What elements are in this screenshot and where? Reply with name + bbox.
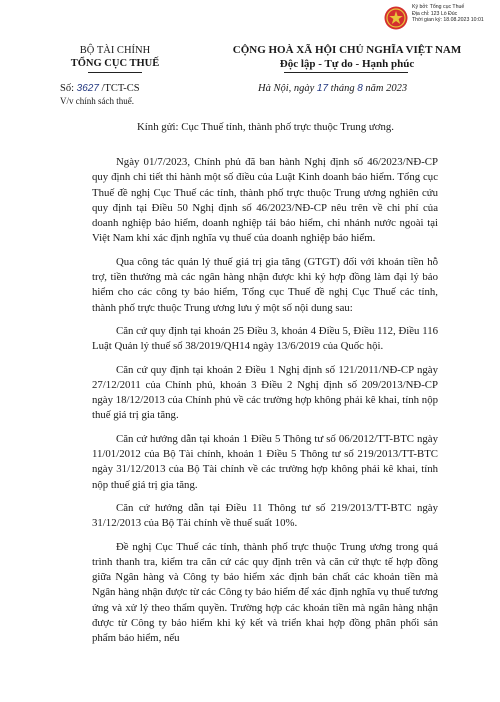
national-emblem-icon [384,6,408,30]
national-header [222,44,472,71]
place-prefix: Hà Nội, ngày [258,83,315,94]
body-paragraph-7: Đề nghị Cục Thuế các tỉnh, thành phố trực thuộc Trung ương trong quá trình thanh tra, kiểm tra căn cứ các quy định trên và căn cứ thực tế hợp đồng giữa Ngân hàng và Công ty bảo hiểm xác định bản chất các khoản tiền mà Ngân hàng nhận được từ các Công ty bảo hiểm để xác định nghĩa vụ thuế tương ứng và xử lý theo thẩm quyền. Trường hợp các khoản tiền mà ngân hàng nhận được từ Công ty bảo hiểm khi ký kết và triển khai hợp đồng phân phối sản phẩm bảo hiểm, nếu [92,540,438,645]
national-motto: Độc lập - Tự do - Hạnh phúc [279,57,415,70]
body-paragraph-3: Căn cứ quy định tại khoản 25 Điều 3, khoản 4 Điều 5, Điều 112, Điều 116 Luật Quản lý thuế số 38/2019/QH14 ngày 13/6/2019 của Quốc hội. [92,324,438,353]
signer-name: Ký bởi: Tổng cục Thuế [412,4,465,10]
body-paragraph-1: Ngày 01/7/2023, Chính phủ đã ban hành Nghị định số 46/2023/NĐ-CP quy định chi tiết thi hành một số điều của Luật Kinh doanh bảo hiểm. Tổng cục Thuế đề nghị Cục Thuế các tỉnh, thành phố trực thuộc Trung ương nghiên cứu quy định tại Điều 50 Nghị định số 46/2023/NĐ-CP nêu trên về chi phí của doanh nghiệp bảo hiểm, doanh nghiệp tái bảo hiểm, chi nhánh nước ngoài tại Việt Nam khi xác định nghĩa vụ thuế của doanh nghiệp bảo hiểm. [92,156,438,245]
doc-number-suffix: /TCT-CS [101,83,140,94]
department-name: TỔNG CỤC THUẾ [70,57,160,69]
year-label: năm 2023 [365,83,408,94]
ministry-name: BỘ TÀI CHÍNH [79,45,151,56]
doc-number-handwritten: 3627 [76,83,99,94]
country-name: CỘNG HOÀ XÃ HỘI CHỦ NGHĨA VIỆT NAM [232,44,462,56]
signature-stamp [412,4,484,24]
org-underline [88,72,142,73]
body-paragraph-6: Căn cứ hướng dẫn tại Điều 11 Thông tư số 219/2013/TT-BTC ngày 31/12/2013 của Bộ Tài chính về thuế suất 10%. [92,501,438,530]
document-number [60,83,140,94]
document-subject: V/v chính sách thuế. [60,96,134,106]
body-paragraph-5: Căn cứ hướng dẫn tại khoản 1 Điều 5 Thông tư số 06/2012/TT-BTC ngày 11/01/2012 của Bộ Tài chính, khoản 1 Điều 5 Thông tư số 219/2013/TT-BTC ngày 31/12/2013 của Bộ Tài chính về các trường hợp không phải kê khai, tính nộp thuế giá trị gia tăng. [92,432,438,491]
document-body [92,155,438,655]
body-paragraph-2: Qua công tác quản lý thuế giá trị gia tăng (GTGT) đối với khoản tiền hỗ trợ, tiền thưởng mà các ngân hàng nhận được khi ký hợp đồng làm đại lý bảo hiểm cho các công ty bảo hiểm, Tổng cục Thuế đề nghị Cục Thuế các tỉnh, thành phố trực thuộc Trung ương lưu ý một số nội dung sau: [92,255,438,314]
day-handwritten: 17 [316,83,329,94]
place-date [258,83,407,94]
addressee: Kính gửi: Cục Thuế tỉnh, thành phố trực thuộc Trung ương. [137,121,394,133]
issuing-organization [60,45,170,70]
doc-number-prefix: Số: [60,83,75,94]
signing-time: Thời gian ký: 18.08.2023 10:01 [412,17,484,24]
motto-underline [284,72,408,73]
month-label: tháng [330,83,355,94]
body-paragraph-4: Căn cứ quy định tại khoản 2 Điều 1 Nghị định số 121/2011/NĐ-CP ngày 27/12/2011 của Chính phủ, khoản 3 Điều 2 Nghị định số 209/2013/NĐ-CP ngày 18/12/2013 của Chính phủ về các trường hợp không phải kê khai, tính nộp thuế giá trị gia tăng. [92,363,438,422]
signer-address: Địa chỉ: 123 Lò Đúc [412,10,458,17]
month-handwritten: 8 [357,83,363,94]
